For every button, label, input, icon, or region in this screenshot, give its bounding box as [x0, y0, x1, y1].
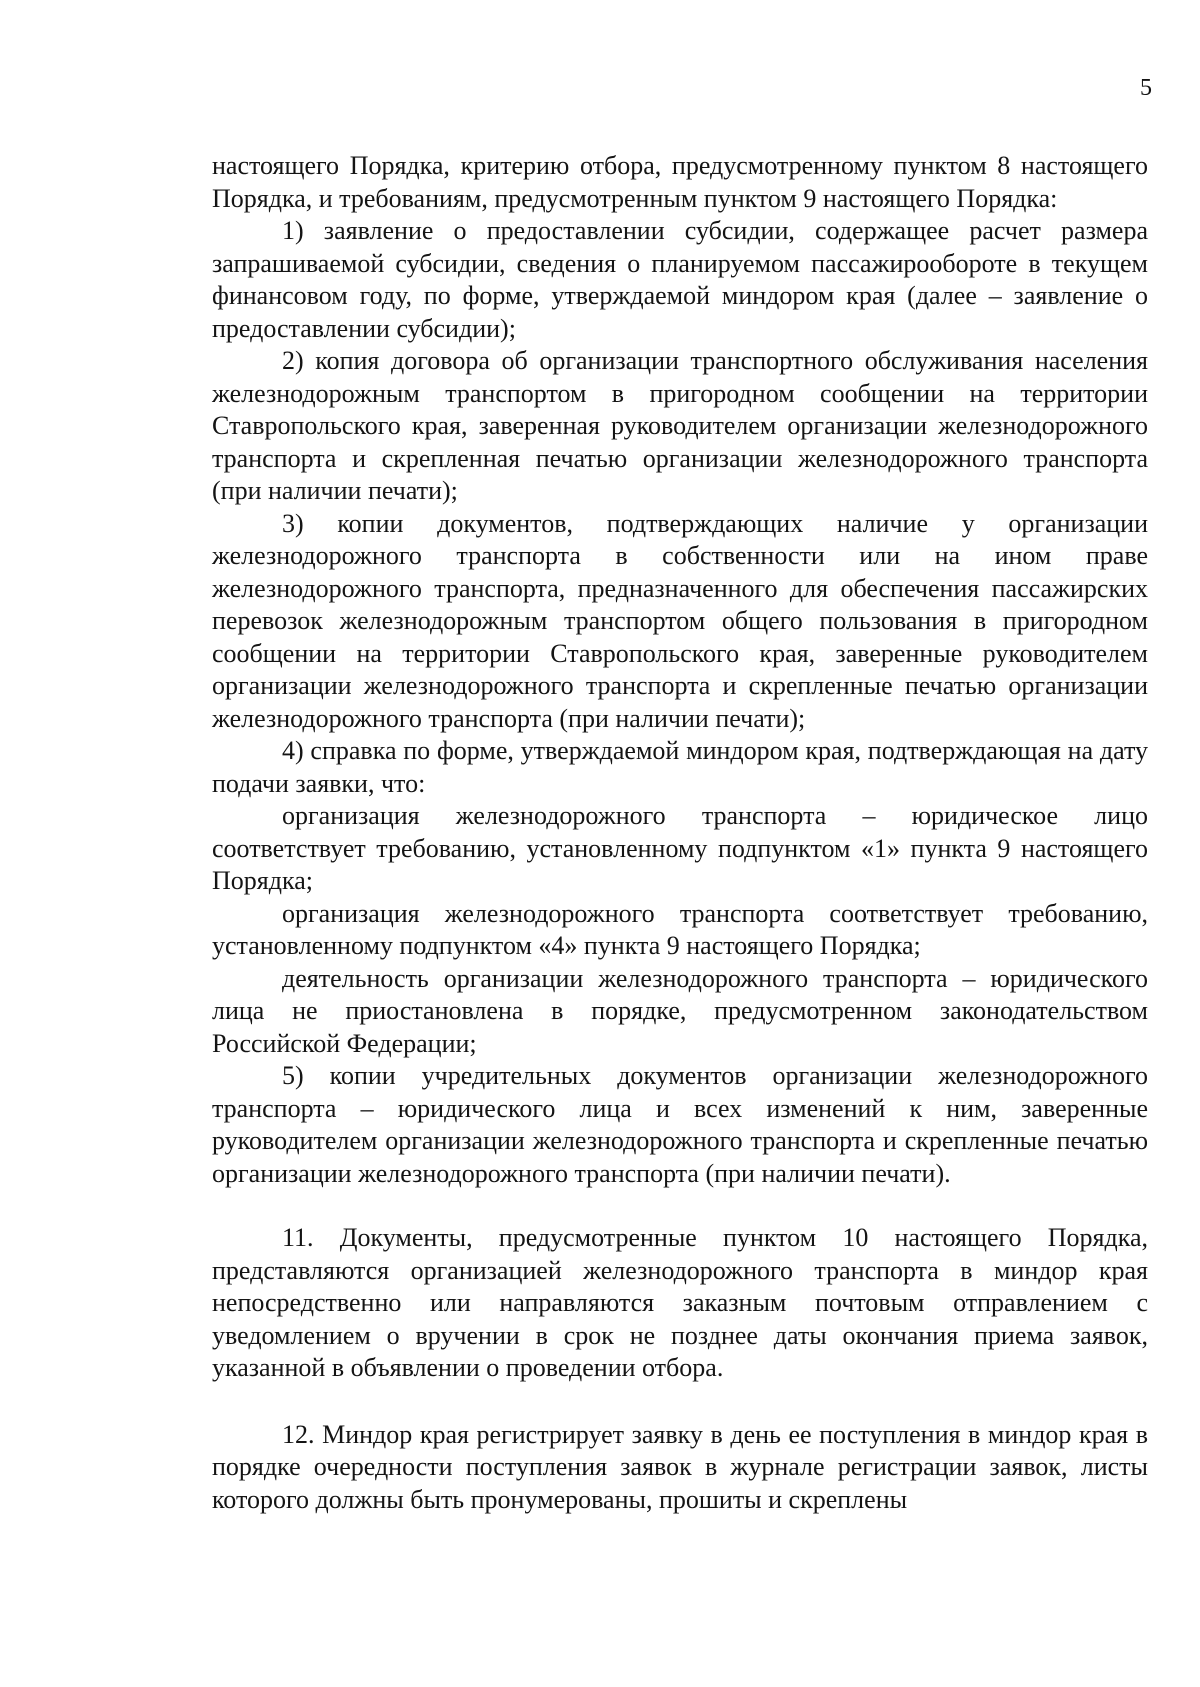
paragraph-item-4a: организация железнодорожного транспорта – юридическое лицо соответствует требованию, установленному подпунктом «1» пункта 9 настоящего Порядка; [212, 801, 1148, 895]
paragraph-item-5: 5) копии учредительных документов организации железнодорожного транспорта – юридического лица и всех изменений к ним, заверенные руководителем организации железнодорожного транспорта и скрепленные печатью организации железнодорожного транспорта (при наличии печати). [212, 1061, 1148, 1188]
paragraph-section-11: 11. Документы, предусмотренные пунктом 10 настоящего Порядка, представляются организацией железнодорожного транспорта в миндор края непосредственно или направляются заказным почтовым отправлением с уведомлением о вручении в срок не позднее даты окончания приема заявок, указанной в объявлении о проведении отбора. [212, 1223, 1148, 1382]
paragraph-item-4b: организация железнодорожного транспорта соответствует требованию, установленному подпунктом «4» пункта 9 настоящего Порядка; [212, 898, 1148, 960]
paragraph-item-1: 1) заявление о предоставлении субсидии, содержащее расчет размера запрашиваемой субсидии, сведения о планируемом пассажирообороте в текущем финансовом году, по форме, утверждаемой миндором края (далее – заявление о предоставлении субсидии); [212, 216, 1148, 343]
document-body [212, 150, 1148, 1516]
paragraph-item-4: 4) справка по форме, утверждаемой миндором края, подтверждающая на дату подачи заявки, что: [212, 736, 1148, 798]
paragraph-item-4c: деятельность организации железнодорожного транспорта – юридического лица не приостановлена в порядке, предусмотренном законодательством Российской Федерации; [212, 963, 1148, 1058]
paragraph-item-2: 2) копия договора об организации транспортного обслуживания населения железнодорожным транспортом в пригородном сообщении на территории Ставропольского края, заверенная руководителем организации железнодорожного транспорта и скрепленная печатью организации железнодорожного транспорта (при наличии печати); [212, 346, 1148, 505]
paragraph-item-3: 3) копии документов, подтверждающих наличие у организации железнодорожного транспорта в собственности или на ином праве железнодорожного транспорта, предназначенного для обеспечения пассажирских перевозок железнодорожным транспортом общего пользования в пригородном сообщении на территории Ставропольского края, заверенные руководителем организации железнодорожного транспорта и скрепленные печатью организации железнодорожного транспорта (при наличии печати); [212, 508, 1148, 733]
paragraph-section-12: 12. Миндор края регистрирует заявку в день ее поступления в миндор края в порядке очередности поступления заявок в журнале регистрации заявок, листы которого должны быть пронумерованы, прошиты и скреплены [212, 1419, 1148, 1514]
paragraph-continuation: настоящего Порядка, критерию отбора, предусмотренному пунктом 8 настоящего Порядка, и требованиям, предусмотренным пунктом 9 настоящего Порядка: [212, 151, 1148, 213]
page-number: 5 [1140, 75, 1152, 101]
